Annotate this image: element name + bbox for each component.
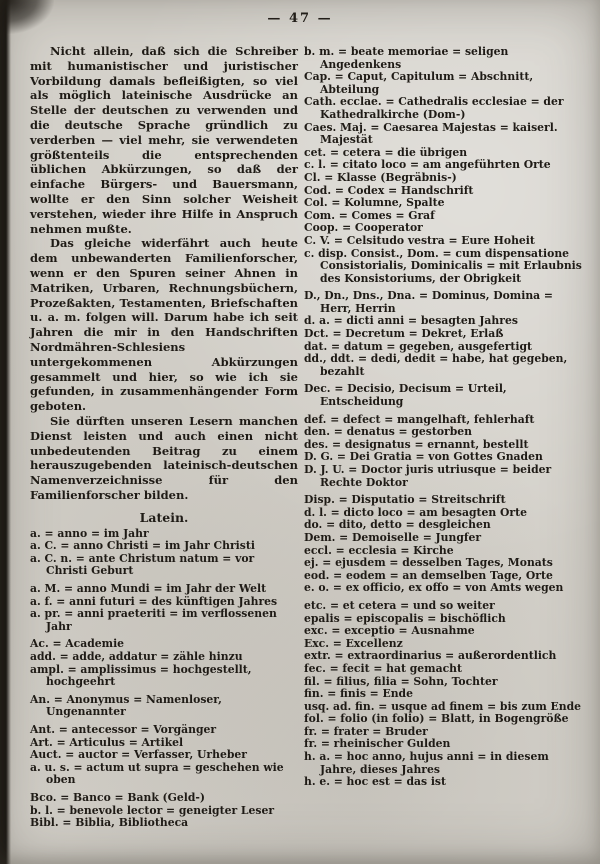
abbreviation-list-left: [30, 528, 298, 830]
abbreviation-entry: b. m. = beate memoriae = seligen Angedenkens: [304, 45, 509, 71]
abbreviation-entry: An. = Anonymus = Namenloser, Ungenannter: [30, 692, 222, 719]
abbreviation-entry: d. l. = dicto loco = am besagten Orte: [304, 505, 527, 519]
abbreviation-entry: ampl. = amplissimus = hochgestellt, hochgeehrt: [30, 662, 252, 689]
abbreviation-entry: Cod. = Codex = Handschrift: [304, 183, 474, 197]
abbreviation-entry: etc. = et cetera = und so weiter: [304, 598, 495, 612]
abbreviation-entry: Cath. ecclae. = Cathedralis ecclesiae = der Kathedralkirche (Dom-): [304, 95, 564, 121]
intro-paragraphs: [30, 44, 298, 503]
abbreviation-entry: b. l. = benevole lector = geneigter Leser: [30, 803, 275, 817]
scan-edge-shadow-left: [0, 0, 11, 864]
abbreviation-entry: h. e. = hoc est = das ist: [304, 775, 446, 789]
abbreviation-entry: c. l. = citato loco = am angeführten Orte: [304, 158, 551, 172]
abbreviation-entry: a. M. = anno Mundi = im Jahr der Welt: [30, 582, 267, 596]
section-heading-latein: Latein.: [139, 509, 189, 525]
abbreviation-entry: fr. = rheinischer Gulden: [304, 737, 451, 751]
right-column: [304, 46, 587, 789]
abbreviation-entry: Coop. = Cooperator: [304, 221, 423, 235]
abbreviation-entry: extr. = extraordinarius = außerordentlich: [304, 649, 557, 663]
abbreviation-entry: exc. = exceptio = Ausnahme: [304, 624, 475, 638]
abbreviation-entry: Dec. = Decisio, Decisum = Urteil, Entscheidung: [304, 382, 507, 409]
abbreviation-entry: D. J. U. = Doctor juris utriusque = beider Rechte Doktor: [304, 463, 552, 489]
abbreviation-entry: a. C. n. = ante Christum natum = vor Christi Geburt: [30, 551, 255, 578]
abbreviation-entry: eod. = eodem = an demselben Tage, Orte: [304, 568, 553, 582]
abbreviation-entry: des. = designatus = ernannt, bestellt: [304, 437, 529, 451]
abbreviation-entry: Com. = Comes = Graf: [304, 208, 435, 222]
abbreviation-entry: do. = dito, detto = desgleichen: [304, 518, 491, 532]
abbreviation-entry: Dem. = Demoiselle = Jungfer: [304, 530, 482, 544]
abbreviation-list-right: [304, 46, 587, 789]
abbreviation-entry: eccl. = ecclesia = Kirche: [304, 543, 454, 557]
abbreviation-entry: Ac. = Academie: [30, 637, 125, 651]
abbreviation-entry: Bco. = Banco = Bank (Geld-): [30, 790, 205, 804]
paragraph: Das gleiche widerfährt auch heute dem unbewanderten Familienforscher, wenn er den Spuren seiner Ahnen in Matriken, Urbaren, Rechnungsbüchern, Prozeßakten, Testamenten, Briefschaften u. a. m. folgen will. Darum habe ich seit Jahren die mir in den Handschriften Nordmähren-Schlesiens untergekommenen Abkürzungen gesammelt und hier, so wie ich sie gefunden, in zusammenhängender Form geboten.: [30, 236, 298, 414]
abbreviation-entry: a. pr. = anni praeteriti = im verflossenen Jahr: [30, 607, 277, 633]
paragraph: Sie dürften unseren Lesern manchen Dienst leisten und auch einen nicht unbedeutenden Beitrag zu einem herauszugebenden lateinisch-deutschen Namenverzeichnisse für den Familienforscher bilden.: [30, 413, 298, 502]
abbreviation-entry: Disp. = Disputatio = Streitschrift: [304, 493, 506, 507]
page-number: — 47 —: [267, 11, 333, 26]
abbreviation-entry: cet. = cetera = die übrigen: [304, 145, 468, 159]
abbreviation-entry: Dct. = Decretum = Dekret, Erlaß: [304, 327, 504, 341]
abbreviation-entry: den. = denatus = gestorben: [304, 425, 472, 439]
abbreviation-entry: D., Dn., Dns., Dna. = Dominus, Domina = Herr, Herrin: [304, 289, 553, 315]
abbreviation-entry: Art. = Articulus = Artikel: [30, 735, 184, 749]
abbreviation-entry: epalis = episcopalis = bischöflich: [304, 611, 506, 625]
abbreviation-entry: Cl. = Klasse (Begräbnis-): [304, 170, 457, 184]
abbreviation-entry: fec. = fecit = hat gemacht: [304, 661, 462, 675]
abbreviation-entry: Caes. Maj. = Caesarea Majestas = kaiserl. Majestät: [304, 120, 558, 147]
abbreviation-entry: e. o. = ex officio, ex offo = von Amts wegen: [304, 581, 564, 595]
abbreviation-entry: fil. = filius, filia = Sohn, Tochter: [304, 674, 498, 688]
abbreviation-entry: Col. = Kolumne, Spalte: [304, 196, 445, 210]
abbreviation-entry: Ant. = antecessor = Vorgänger: [30, 723, 217, 737]
abbreviation-entry: fr. = frater = Bruder: [304, 724, 428, 738]
abbreviation-entry: def. = defect = mangelhaft, fehlerhaft: [304, 412, 535, 426]
abbreviation-entry: a. f. = anni futuri = des künftigen Jahres: [30, 594, 278, 608]
abbreviation-entry: D. G. = Dei Gratia = von Gottes Gnaden: [304, 450, 543, 464]
abbreviation-entry: a. C. = anno Christi = im Jahr Christi: [30, 539, 255, 553]
abbreviation-entry: d. a. = dicti anni = besagten Jahres: [304, 314, 518, 328]
abbreviation-entry: c. disp. Consist., Dom. = cum dispensatione Consistorialis, Dominicalis = mit Erlaubnis des Konsistoriums, der Obrigkeit: [304, 246, 582, 285]
abbreviation-entry: Cap. = Caput, Capitulum = Abschnitt, Abteilung: [304, 70, 534, 96]
abbreviation-entry: a. = anno = im Jahr: [30, 526, 149, 540]
abbreviation-entry: dd., ddt. = dedi, dedit = habe, hat gegeben, bezahlt: [304, 352, 568, 378]
abbreviation-entry: Exc. = Excellenz: [304, 636, 403, 650]
abbreviation-entry: dat. = datum = gegeben, ausgefertigt: [304, 339, 533, 353]
abbreviation-entry: usq. ad. fin. = usque ad finem = bis zum Ende: [304, 699, 582, 713]
page-header: [0, 11, 600, 26]
abbreviation-entry: Auct. = auctor = Verfasser, Urheber: [30, 748, 247, 762]
left-column: [30, 44, 298, 830]
abbreviation-entry: fin. = finis = Ende: [304, 687, 413, 701]
abbreviation-entry: h. a. = hoc anno, hujus anni = in diesem Jahre, dieses Jahres: [304, 750, 549, 776]
abbreviation-entry: ej. = ejusdem = desselben Tages, Monats: [304, 556, 553, 570]
abbreviation-entry: a. u. s. = actum ut supra = geschehen wie oben: [30, 760, 284, 787]
paragraph: Nicht allein, daß sich die Schreiber mit humanistischer und juristischer Vorbildung damals befleißigten, so viel als möglich lateinische Ausdrücke an Stelle der deutschen zu verwenden und die deutsche Sprache gründlich zu verderben — viel mehr, sie verwendeten größtenteils die entsprechenden üblichen Abkürzungen, so daß der einfache Bürgers- und Bauersmann, wollte er den Sinn solcher Weisheit verstehen, wieder ihre Hilfe in Anspruch nehmen mußte.: [30, 44, 298, 236]
abbreviation-entry: fol. = folio (in folio) = Blatt, in Bogengröße: [304, 712, 569, 726]
abbreviation-entry: add. = adde, addatur = zähle hinzu: [30, 650, 243, 664]
abbreviation-entry: C. V. = Celsitudo vestra = Eure Hoheit: [304, 233, 535, 247]
abbreviation-entry: Bibl. = Biblia, Bibliotheca: [30, 816, 189, 830]
